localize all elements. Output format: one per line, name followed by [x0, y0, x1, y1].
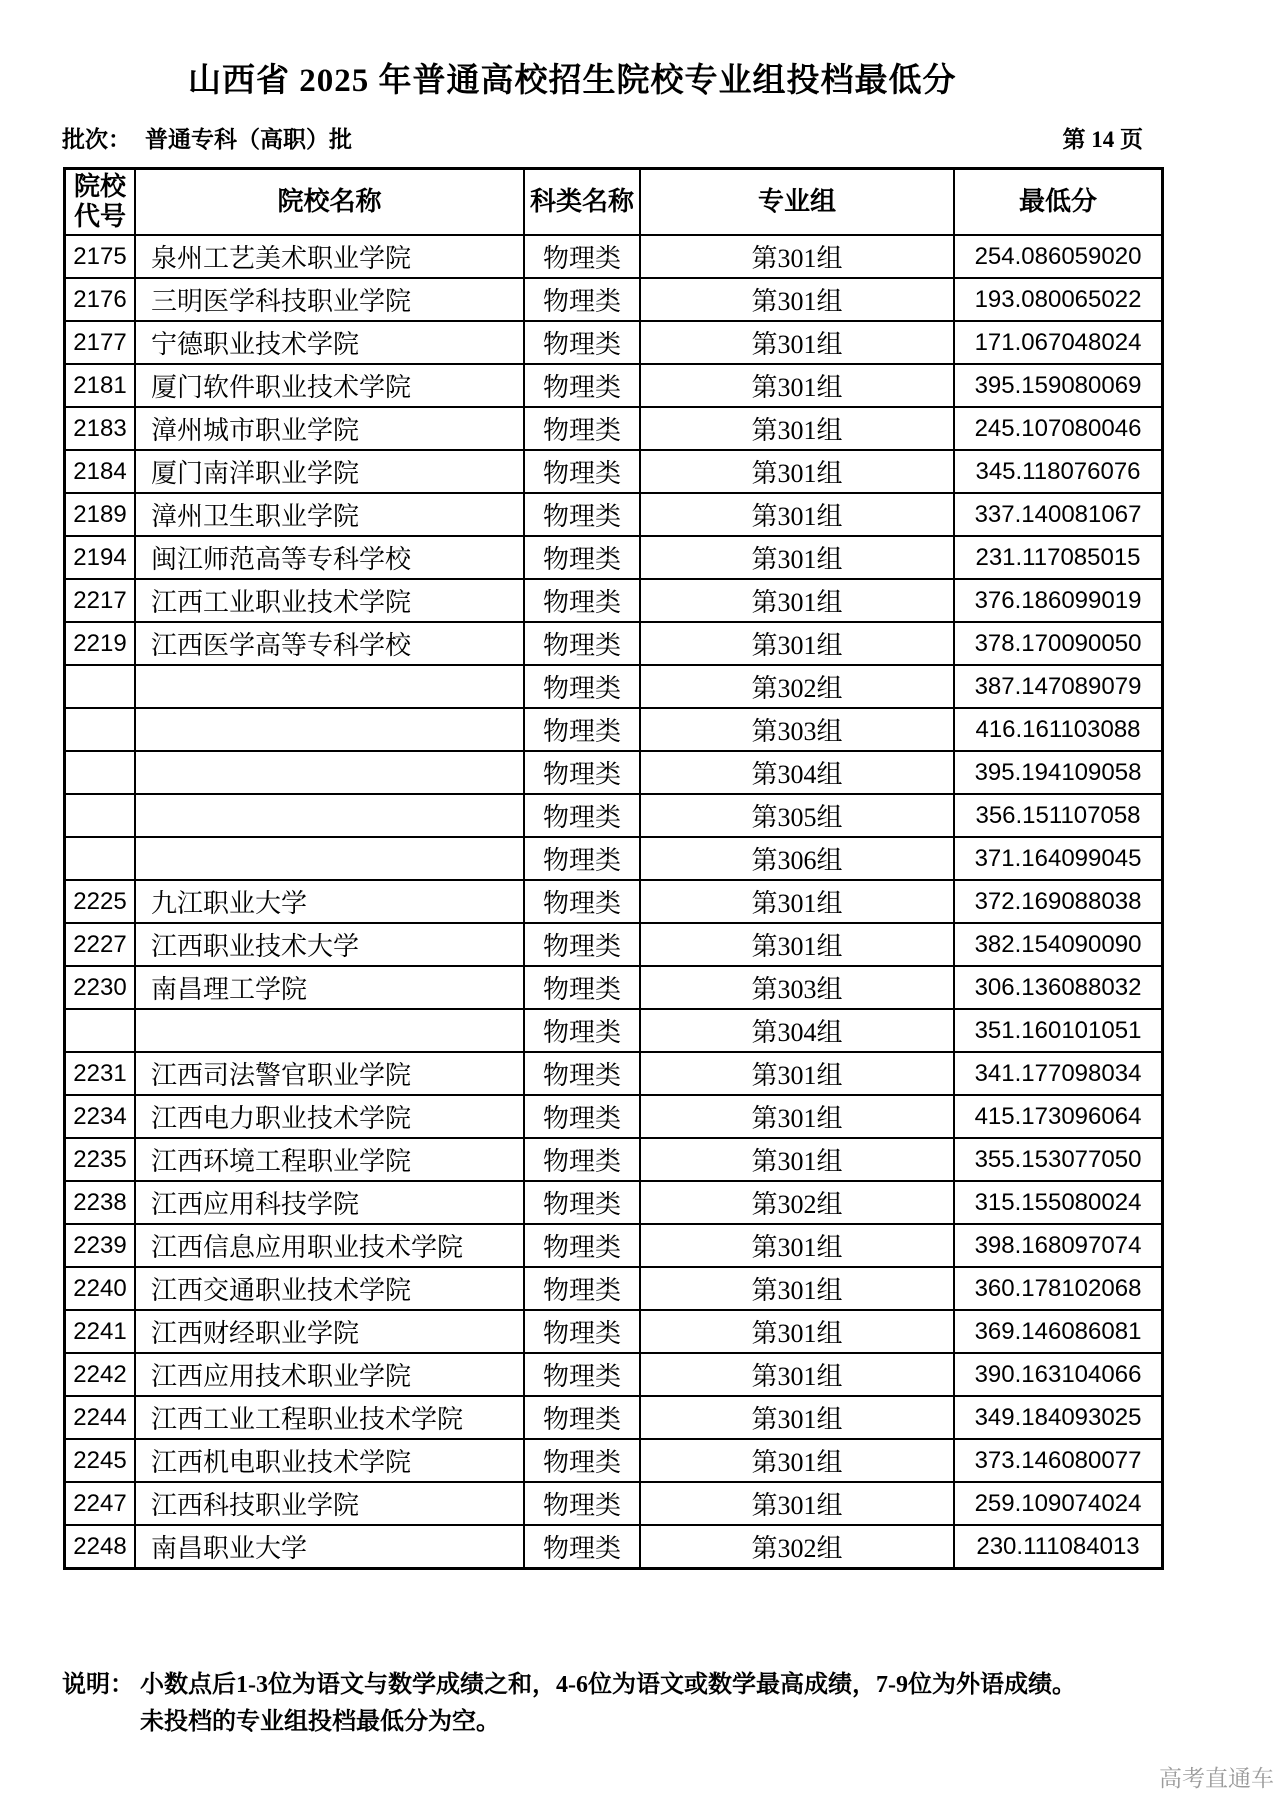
group-cell: 第301组: [641, 623, 955, 664]
batch-info: [62, 121, 352, 154]
college-name-cell: 江西科技职业学院: [136, 1483, 525, 1524]
score-cell: 373.146080077: [974, 1446, 1142, 1474]
group-cell: 第301组: [641, 322, 955, 363]
header-group: 专业组: [641, 170, 955, 234]
score-cell: 356.151107058: [975, 801, 1141, 829]
table-row: [66, 1137, 1161, 1180]
table-row: [66, 1094, 1161, 1137]
table-row: [66, 234, 1161, 277]
college-name-cell: 江西医学高等专科学校: [136, 623, 525, 664]
category-cell: 物理类: [525, 967, 641, 1008]
meta-row: [62, 121, 1143, 154]
score-cell: 395.194109058: [974, 758, 1142, 786]
table-row: [66, 1266, 1161, 1309]
college-code-cell: 2242: [66, 1354, 136, 1395]
category-cell: 物理类: [525, 580, 641, 621]
college-code-cell: 2247: [66, 1483, 136, 1524]
college-code-cell: 2175: [66, 236, 136, 277]
college-code-cell: 2176: [66, 279, 136, 320]
group-cell: 第301组: [641, 1354, 955, 1395]
category-cell: 物理类: [525, 1397, 641, 1438]
category-cell: 物理类: [525, 838, 641, 879]
footnote-line2: 未投档的专业组投档最低分为空。: [140, 1709, 500, 1735]
table-row: [66, 1309, 1161, 1352]
category-cell: 物理类: [525, 1526, 641, 1567]
college-code-cell: 2240: [66, 1268, 136, 1309]
score-cell: 341.177098034: [974, 1059, 1142, 1087]
college-code-cell: 2225: [66, 881, 136, 922]
college-name-cell: 南昌职业大学: [136, 1526, 525, 1567]
group-cell: 第301组: [641, 1268, 955, 1309]
college-code-cell: 2234: [66, 1096, 136, 1137]
group-cell: 第301组: [641, 1096, 955, 1137]
group-cell: 第301组: [641, 537, 955, 578]
score-cell: 416.161103088: [975, 715, 1141, 743]
category-cell: 物理类: [525, 408, 641, 449]
table-body: [66, 234, 1161, 1567]
score-cell: 345.118076076: [975, 457, 1141, 485]
college-name-cell: 江西环境工程职业学院: [136, 1139, 525, 1180]
category-cell: 物理类: [525, 537, 641, 578]
college-code-cell: [66, 752, 136, 793]
college-name-cell: 江西职业技术大学: [136, 924, 525, 965]
score-cell: 231.117085015: [975, 543, 1141, 571]
table-row: [66, 492, 1161, 535]
college-name-cell: 泉州工艺美术职业学院: [136, 236, 525, 277]
group-cell: 第303组: [641, 967, 955, 1008]
table-row: [66, 836, 1161, 879]
college-name-cell: 三明医学科技职业学院: [136, 279, 525, 320]
score-cell: 360.178102068: [974, 1274, 1142, 1302]
college-name-cell: 江西工业工程职业技术学院: [136, 1397, 525, 1438]
footnote-line1: 小数点后1-3位为语文与数学成绩之和，4-6位为语文或数学最高成绩，7-9位为外语成绩。: [140, 1672, 1076, 1698]
college-code-cell: 2181: [66, 365, 136, 406]
college-name-cell: 江西应用科技学院: [136, 1182, 525, 1223]
group-cell: 第301组: [641, 924, 955, 965]
table-row: [66, 965, 1161, 1008]
group-cell: 第302组: [641, 666, 955, 707]
score-cell: 387.147089079: [974, 672, 1142, 700]
group-cell: 第301组: [641, 1311, 955, 1352]
group-cell: 第303组: [641, 709, 955, 750]
college-code-cell: [66, 795, 136, 836]
score-cell: 376.186099019: [974, 586, 1142, 614]
college-name-cell: [136, 795, 525, 836]
college-name-cell: 厦门软件职业技术学院: [136, 365, 525, 406]
score-cell: 372.169088038: [974, 887, 1142, 915]
college-name-cell: 厦门南洋职业学院: [136, 451, 525, 492]
table-row: [66, 1438, 1161, 1481]
table-row: [66, 535, 1161, 578]
category-cell: 物理类: [525, 623, 641, 664]
college-name-cell: 江西信息应用职业技术学院: [136, 1225, 525, 1266]
college-code-cell: 2183: [66, 408, 136, 449]
group-cell: 第301组: [641, 580, 955, 621]
page-number: 第 14 页: [1062, 127, 1143, 152]
score-cell: 315.155080024: [974, 1188, 1142, 1216]
college-name-cell: [136, 666, 525, 707]
table-row: [66, 1008, 1161, 1051]
group-cell: 第301组: [641, 279, 955, 320]
score-cell: 259.109074024: [974, 1489, 1142, 1517]
group-cell: 第301组: [641, 1225, 955, 1266]
group-cell: 第301组: [641, 236, 955, 277]
table-row: [66, 750, 1161, 793]
table-row: [66, 621, 1161, 664]
college-code-cell: 2184: [66, 451, 136, 492]
college-name-cell: 江西电力职业技术学院: [136, 1096, 525, 1137]
category-cell: 物理类: [525, 1096, 641, 1137]
category-cell: 物理类: [525, 236, 641, 277]
score-cell: 337.140081067: [974, 500, 1142, 528]
table-row: [66, 1051, 1161, 1094]
college-name-cell: 宁德职业技术学院: [136, 322, 525, 363]
category-cell: 物理类: [525, 1139, 641, 1180]
category-cell: 物理类: [525, 924, 641, 965]
score-cell: 369.146086081: [974, 1317, 1142, 1345]
college-code-cell: 2217: [66, 580, 136, 621]
footnote-body: [140, 1667, 1076, 1741]
category-cell: 物理类: [525, 1182, 641, 1223]
header-category: 科类名称: [525, 170, 641, 234]
group-cell: 第302组: [641, 1526, 955, 1567]
score-table: [63, 167, 1164, 1570]
table-row: [66, 1395, 1161, 1438]
category-cell: 物理类: [525, 1053, 641, 1094]
score-cell: 390.163104066: [974, 1360, 1142, 1388]
table-row: [66, 879, 1161, 922]
category-cell: 物理类: [525, 451, 641, 492]
college-code-cell: 2241: [66, 1311, 136, 1352]
batch-label: 批次：: [62, 127, 131, 152]
category-cell: 物理类: [525, 322, 641, 363]
college-name-cell: 江西财经职业学院: [136, 1311, 525, 1352]
college-name-cell: [136, 838, 525, 879]
college-name-cell: [136, 752, 525, 793]
table-row: [66, 922, 1161, 965]
table-row: [66, 363, 1161, 406]
college-code-cell: 2230: [66, 967, 136, 1008]
college-code-cell: 2245: [66, 1440, 136, 1481]
score-cell: 349.184093025: [974, 1403, 1142, 1431]
header-college-name: 院校名称: [136, 170, 525, 234]
score-cell: 351.160101051: [974, 1016, 1142, 1044]
score-cell: 378.170090050: [974, 629, 1142, 657]
table-row: [66, 1180, 1161, 1223]
category-cell: 物理类: [525, 752, 641, 793]
category-cell: 物理类: [525, 795, 641, 836]
table-row: [66, 793, 1161, 836]
table-row: [66, 449, 1161, 492]
college-code-cell: 2177: [66, 322, 136, 363]
college-name-cell: [136, 1010, 525, 1051]
group-cell: 第301组: [641, 365, 955, 406]
group-cell: 第301组: [641, 1397, 955, 1438]
group-cell: 第301组: [641, 1139, 955, 1180]
score-cell: 382.154090090: [974, 930, 1142, 958]
category-cell: 物理类: [525, 279, 641, 320]
table-header-row: [66, 170, 1161, 234]
table-row: [66, 1481, 1161, 1524]
college-name-cell: 江西工业职业技术学院: [136, 580, 525, 621]
score-cell: 395.159080069: [974, 371, 1142, 399]
group-cell: 第304组: [641, 1010, 955, 1051]
score-cell: 171.067048024: [974, 328, 1142, 356]
group-cell: 第301组: [641, 1440, 955, 1481]
table-row: [66, 664, 1161, 707]
college-code-cell: 2235: [66, 1139, 136, 1180]
college-name-cell: 江西机电职业技术学院: [136, 1440, 525, 1481]
category-cell: 物理类: [525, 1440, 641, 1481]
category-cell: 物理类: [525, 365, 641, 406]
page-title: 山西省 2025 年普通高校招生院校专业组投档最低分: [188, 63, 957, 99]
college-code-cell: [66, 666, 136, 707]
group-cell: 第306组: [641, 838, 955, 879]
college-code-cell: 2248: [66, 1526, 136, 1567]
category-cell: 物理类: [525, 666, 641, 707]
score-cell: 371.164099045: [974, 844, 1142, 872]
group-cell: 第301组: [641, 1483, 955, 1524]
group-cell: 第304组: [641, 752, 955, 793]
watermark: 高考直通车: [1159, 1766, 1274, 1791]
group-cell: 第301组: [641, 881, 955, 922]
college-name-cell: 漳州城市职业学院: [136, 408, 525, 449]
category-cell: 物理类: [525, 1354, 641, 1395]
group-cell: 第301组: [641, 494, 955, 535]
table-row: [66, 320, 1161, 363]
score-cell: 230.111084013: [976, 1532, 1140, 1560]
category-cell: 物理类: [525, 494, 641, 535]
category-cell: 物理类: [525, 709, 641, 750]
category-cell: 物理类: [525, 1225, 641, 1266]
college-code-cell: 2238: [66, 1182, 136, 1223]
group-cell: 第301组: [641, 1053, 955, 1094]
group-cell: 第302组: [641, 1182, 955, 1223]
table-row: [66, 277, 1161, 320]
group-cell: 第305组: [641, 795, 955, 836]
category-cell: 物理类: [525, 1010, 641, 1051]
college-name-cell: 漳州卫生职业学院: [136, 494, 525, 535]
college-name-cell: 江西司法警官职业学院: [136, 1053, 525, 1094]
table-row: [66, 707, 1161, 750]
footnote-label: 说明：: [62, 1672, 134, 1698]
college-name-cell: 九江职业大学: [136, 881, 525, 922]
category-cell: 物理类: [525, 881, 641, 922]
table-row: [66, 406, 1161, 449]
college-code-cell: [66, 838, 136, 879]
table-row: [66, 1524, 1161, 1567]
score-cell: 415.173096064: [974, 1102, 1142, 1130]
college-code-cell: 2244: [66, 1397, 136, 1438]
college-code-cell: 2227: [66, 924, 136, 965]
category-cell: 物理类: [525, 1483, 641, 1524]
college-code-cell: 2219: [66, 623, 136, 664]
score-cell: 193.080065022: [974, 285, 1142, 313]
college-code-cell: [66, 1010, 136, 1051]
group-cell: 第301组: [641, 408, 955, 449]
college-code-cell: 2189: [66, 494, 136, 535]
college-name-cell: [136, 709, 525, 750]
college-name-cell: 闽江师范高等专科学校: [136, 537, 525, 578]
category-cell: 物理类: [525, 1311, 641, 1352]
score-cell: 355.153077050: [974, 1145, 1142, 1173]
table-row: [66, 578, 1161, 621]
college-code-cell: 2231: [66, 1053, 136, 1094]
score-cell: 398.168097074: [974, 1231, 1142, 1259]
college-code-cell: [66, 709, 136, 750]
college-name-cell: 南昌理工学院: [136, 967, 525, 1008]
college-code-cell: 2194: [66, 537, 136, 578]
header-college-code: 院校代号: [66, 170, 136, 234]
batch-value: 普通专科（高职）批: [145, 127, 352, 152]
college-code-cell: 2239: [66, 1225, 136, 1266]
score-cell: 306.136088032: [974, 973, 1142, 1001]
table-row: [66, 1352, 1161, 1395]
score-cell: 254.086059020: [974, 242, 1142, 270]
score-cell: 245.107080046: [974, 414, 1142, 442]
category-cell: 物理类: [525, 1268, 641, 1309]
group-cell: 第301组: [641, 451, 955, 492]
footnote: [62, 1667, 1222, 1741]
college-name-cell: 江西交通职业技术学院: [136, 1268, 525, 1309]
table-row: [66, 1223, 1161, 1266]
college-name-cell: 江西应用技术职业学院: [136, 1354, 525, 1395]
header-min-score: 最低分: [1018, 187, 1097, 217]
